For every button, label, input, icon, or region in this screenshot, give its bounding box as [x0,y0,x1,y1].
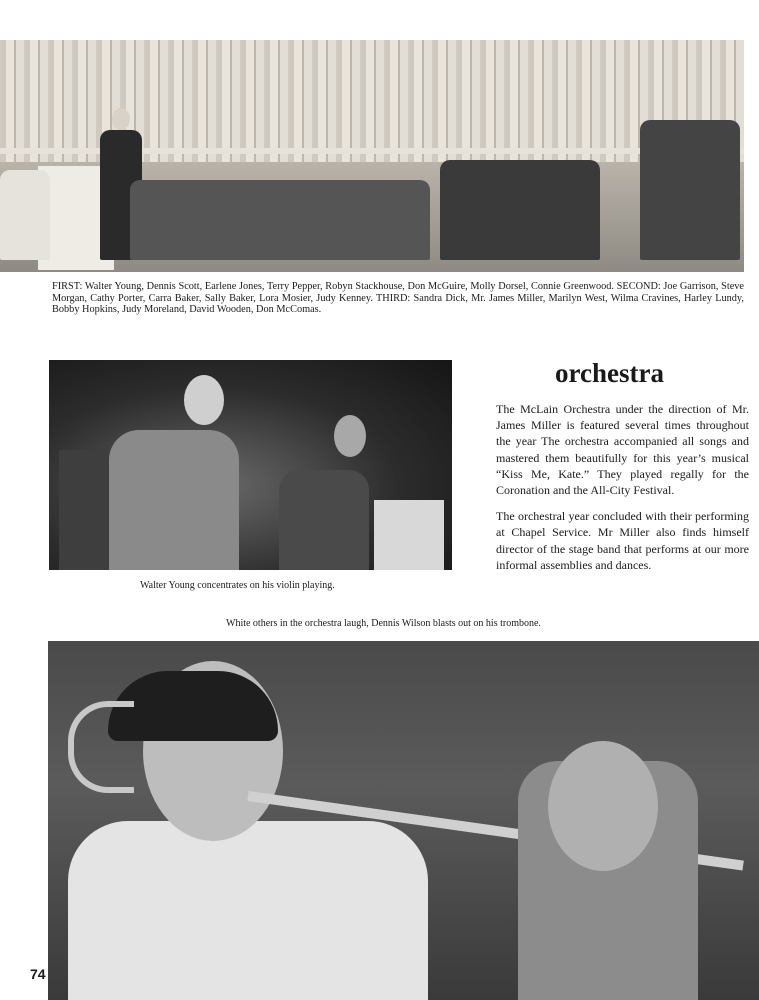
orchestra-group-photo [0,40,744,272]
trombone-photo-caption: White others in the orchestra laugh, Dennis Wilson blasts out on his trombone. [226,618,541,629]
pianist [0,170,50,260]
section-title: orchestra [555,358,664,388]
seated-musicians [130,180,430,260]
article-paragraph: The McLain Orchestra under the direction of Mr. James Miller is featured several times throughout the year The orchestra accompanied all songs and mastered them beautifully for this year’s musical “Kiss Me, Kate.” They played regally for the Coronation and the All-City Festival. [496,402,749,498]
trombone-bell [68,701,134,793]
background-player [59,450,109,570]
group-photo-caption: FIRST: Walter Young, Dennis Scott, Earlene Jones, Terry Pepper, Robyn Stackhouse, Don McGuire, Molly Dorsel, Connie Greenwood. SECOND: Joe Garrison, Steve Morgan, Cathy Porter, Carra Baker, Sally Baker, Lora Mosier, Judy Kenney. THIRD: Sandra Dick, Mr. James Miller, Marilyn West, Wilma Cravines, Harley Lundy, Bobby Hopkins, Judy Moreland, David Wooden, Don McComas. [52,281,744,316]
page-number: 74 [30,966,46,982]
trombonist-shirt [68,821,428,1000]
second-player-head [334,415,366,457]
music-stand [374,500,444,570]
person-head [112,108,130,130]
violinist-jacket [109,430,239,570]
violinist-head [184,375,224,425]
article-body [496,401,749,583]
violin-photo-caption: Walter Young concentrates on his violin playing. [140,580,335,591]
violin-photo [49,360,452,570]
article-paragraph: The orchestral year concluded with their performing at Chapel Service. Mr Miller also finds himself director of the stage band that performs at our more informal assemblies and dances. [496,509,749,572]
bass-players [640,120,740,260]
second-player [279,470,369,570]
cello-section [440,160,600,260]
trombone-photo [48,641,759,1000]
second-musician-head [548,741,658,871]
